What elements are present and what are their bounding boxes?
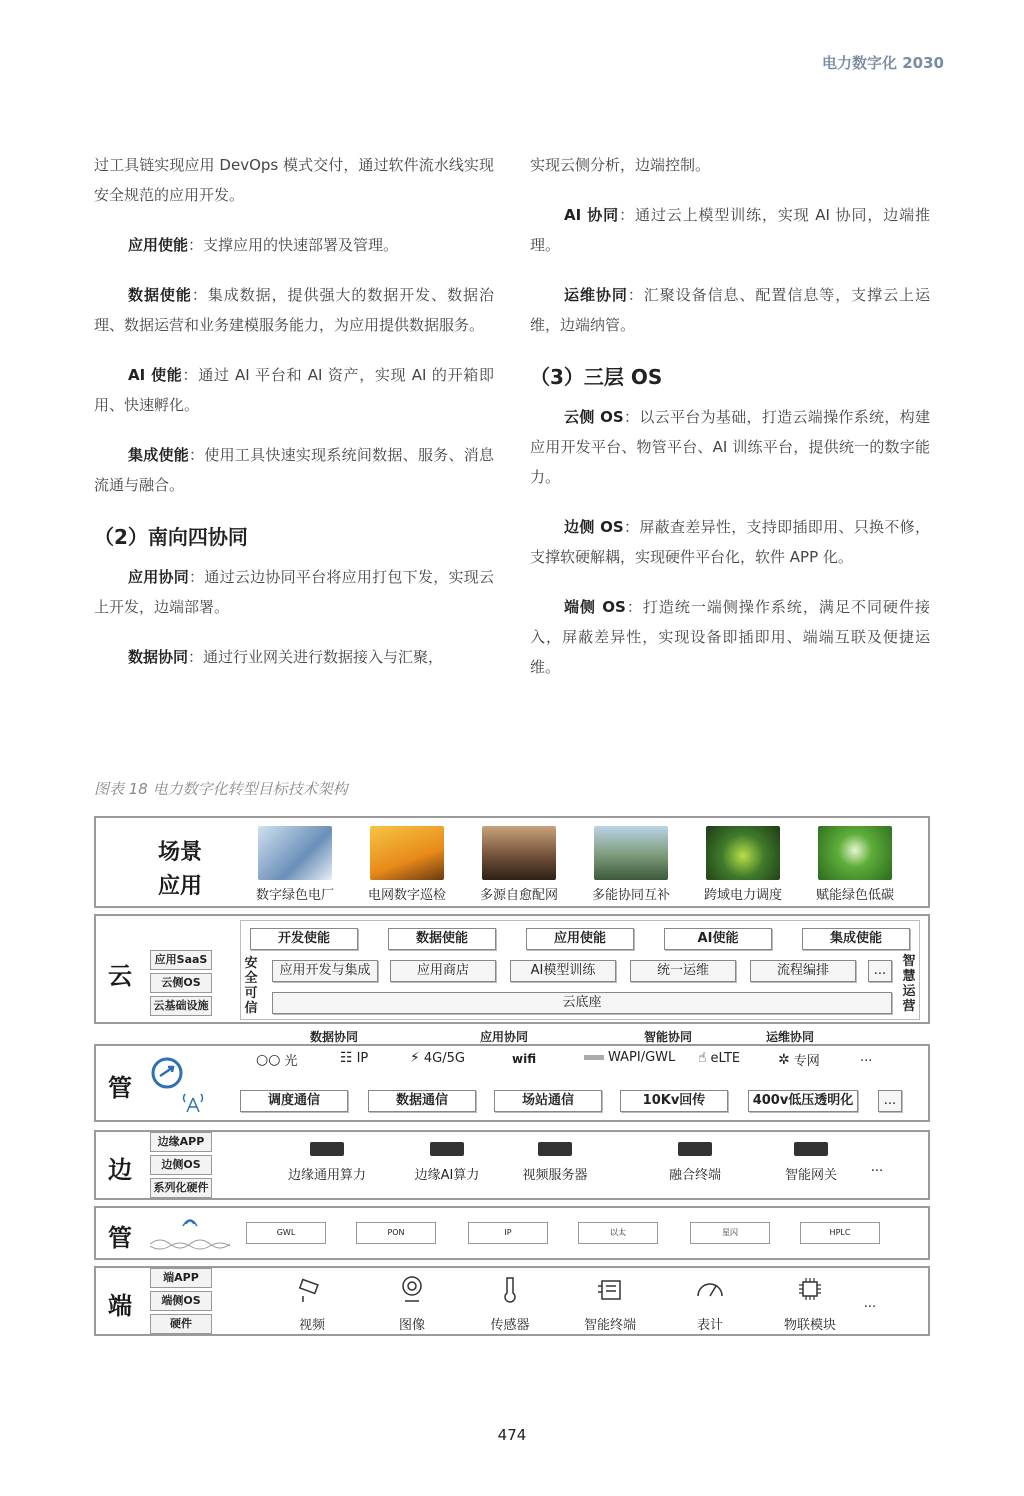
cloud-tag: 云基础设施	[150, 996, 212, 1016]
collab-label: 应用协同	[480, 1030, 529, 1044]
edge-device: 边缘通用算力	[272, 1142, 382, 1183]
figure-caption: 图表 18 电力数字化转型目标技术架构	[94, 780, 348, 798]
end-layer	[94, 1266, 930, 1336]
protocol-box: 以太	[578, 1222, 658, 1244]
pipe-layer	[94, 1044, 930, 1122]
end-device: 表计	[670, 1274, 750, 1333]
architecture-diagram	[94, 816, 930, 1336]
paragraph: 应用协同：通过云边协同平台将应用打包下发，实现云上开发，边端部署。	[94, 568, 494, 616]
scene-item: 赋能绿色低碳	[800, 826, 910, 903]
end-device: ...	[863, 1296, 877, 1311]
paragraph: 集成使能：使用工具快速实现系统间数据、服务、消息流通与融合。	[94, 446, 494, 494]
edge-tag: 边侧OS	[150, 1155, 212, 1175]
pipe-label: 管	[108, 1224, 132, 1252]
end-device: 传感器	[470, 1274, 550, 1333]
cloud-base-box: 云底座	[272, 992, 892, 1014]
paragraph: 边侧 OS：屏蔽查差异性，支持即插即用、只换不修，支撑软硬解耦，实现硬件平台化，软件 APP 化。	[530, 518, 930, 566]
city-image	[594, 826, 668, 880]
collab-label: 智能协同	[644, 1030, 693, 1044]
end-device: 图像	[372, 1274, 452, 1333]
service-box: 流程编排	[750, 960, 856, 982]
pipe-layer-2	[94, 1206, 930, 1260]
terminal-icon	[595, 1274, 625, 1304]
edge-device: 边缘AI算力	[392, 1142, 502, 1183]
cloud-layer	[94, 914, 930, 1024]
paragraph: 运维协同：汇聚设备信息、配置信息等，支撑云上运维，边端纳管。	[530, 286, 930, 334]
net-item: ...	[860, 1050, 873, 1065]
enabler-pill: AI使能	[664, 928, 772, 950]
paragraph: 云侧 OS：以云平台为基础，打造云端操作系统，构建应用开发平台、物管平台、AI 训练平台，提供统一的数字能力。	[530, 408, 930, 486]
net-item: ☝ eLTE	[698, 1050, 741, 1066]
cloud-tag: 云侧OS	[150, 973, 212, 993]
end-tag: 端APP	[150, 1268, 212, 1288]
hand-icon: ☝	[698, 1050, 707, 1066]
battery-image	[706, 826, 780, 880]
server-icon	[430, 1142, 464, 1156]
enabler-pill: 开发使能	[250, 928, 358, 950]
paragraph: 过工具链实现应用 DevOps 模式交付，通过软件流水线实现安全规范的应用开发。	[94, 156, 494, 204]
solar-panel-image	[258, 826, 332, 880]
thermometer-icon	[495, 1274, 525, 1304]
protocol-box: PON	[356, 1222, 436, 1244]
end-device: 智能终端	[570, 1274, 650, 1333]
comm-pill: 场站通信	[494, 1090, 602, 1112]
header-title: 电力数字化 2030	[822, 54, 944, 72]
server-icon	[794, 1142, 828, 1156]
network-icon: ✲	[778, 1051, 790, 1068]
paragraph: AI 使能：通过 AI 平台和 AI 资产，实现 AI 的开箱即用、快速孵化。	[94, 366, 494, 414]
paragraph: AI 协同：通过云上模型训练，实现 AI 协同，边端推理。	[530, 206, 930, 254]
term: 端侧 OS	[564, 598, 626, 616]
section-heading: （2）南向四协同	[94, 525, 248, 549]
webcam-icon	[397, 1274, 427, 1304]
scene-item: 跨域电力调度	[688, 826, 798, 903]
term: 数据使能	[128, 286, 192, 304]
end-label: 端	[108, 1292, 132, 1320]
section-heading: （3）三层 OS	[530, 365, 663, 389]
antenna-icon	[178, 1090, 208, 1114]
sync-icon	[150, 1056, 184, 1090]
server-icon	[678, 1142, 712, 1156]
comm-pill: ...	[878, 1090, 902, 1112]
enabler-pill: 数据使能	[388, 928, 496, 950]
term: 应用使能	[128, 236, 189, 254]
service-box: 应用商店	[390, 960, 496, 982]
cloud-tag: 应用SaaS	[150, 950, 212, 970]
right-column	[530, 150, 930, 702]
end-device: 物联模块	[770, 1274, 850, 1333]
scene-item: 多能协同互补	[576, 826, 686, 903]
net-item: ⚡ 4G/5G	[410, 1050, 465, 1066]
green-bulb-image	[818, 826, 892, 880]
scene-item: 数字绿色电厂	[240, 826, 350, 903]
ops-label: 智 慧 运 营	[902, 954, 916, 1014]
meter-icon	[695, 1274, 725, 1304]
edge-tag: 系列化硬件	[150, 1178, 212, 1198]
net-item: ○○ 光	[256, 1051, 298, 1069]
scene-layer	[94, 816, 930, 908]
term: 边侧 OS	[564, 518, 624, 536]
device-icon	[584, 1055, 604, 1060]
service-box: AI模型训练	[510, 960, 616, 982]
fiber-icon: ○○	[256, 1051, 281, 1068]
collab-label: 数据协同	[310, 1030, 359, 1044]
end-tag: 硬件	[150, 1314, 212, 1334]
service-box: 应用开发与集成	[272, 960, 378, 982]
net-item: ✲ 专网	[778, 1051, 820, 1069]
scene-label: 场景 应用	[158, 840, 203, 899]
paragraph: 端侧 OS：打造统一端侧操作系统，满足不同硬件接入，屏蔽差异性，实现设备即插即用、端端互联及便捷运维。	[530, 598, 930, 676]
enabler-pill: 集成使能	[802, 928, 910, 950]
edge-tag: 边缘APP	[150, 1132, 212, 1152]
router-icon: ☷	[340, 1050, 353, 1066]
term: 应用协同	[128, 568, 190, 586]
cloud-label: 云	[108, 962, 132, 990]
term: AI 使能	[128, 366, 183, 384]
edge-device: ...	[870, 1160, 884, 1175]
net-item: ☷ IP	[340, 1050, 369, 1066]
camera-icon	[297, 1274, 327, 1304]
power-tower-image	[370, 826, 444, 880]
term: 数据协同	[128, 648, 189, 666]
paragraph: 数据协同：通过行业网关进行数据接入与汇聚，	[128, 648, 444, 666]
chip-icon	[795, 1274, 825, 1304]
term: 运维协同	[564, 286, 628, 304]
page-number: 474	[497, 1426, 527, 1444]
paragraph: 数据使能：集成数据，提供强大的数据开发、数据治理、数据运营和业务建模服务能力，为应用提供数据服务。	[94, 286, 494, 334]
scene-item: 多源自愈配网	[464, 826, 574, 903]
edge-label: 边	[108, 1156, 132, 1184]
paragraph: 实现云侧分析，边端控制。	[530, 156, 711, 174]
edge-device: 融合终端	[640, 1142, 750, 1183]
server-icon	[310, 1142, 344, 1156]
comm-pill: 400v低压透明化	[748, 1090, 858, 1112]
enabler-pill: 应用使能	[526, 928, 634, 950]
protocol-box: 星闪	[690, 1222, 770, 1244]
left-column	[94, 150, 494, 692]
net-item: WAPI/GWL	[584, 1050, 675, 1065]
pipe-label: 管	[108, 1074, 132, 1102]
server-icon	[538, 1142, 572, 1156]
net-item: wifi	[512, 1052, 537, 1066]
edge-device: 视频服务器	[500, 1142, 610, 1183]
edge-device: 智能网关	[756, 1142, 866, 1183]
power-grid-image	[482, 826, 556, 880]
scene-item: 电网数字巡检	[352, 826, 462, 903]
edge-layer	[94, 1130, 930, 1200]
end-tag: 端侧OS	[150, 1291, 212, 1311]
paragraph: 应用使能：支撑应用的快速部署及管理。	[128, 236, 399, 254]
comm-pill: 调度通信	[240, 1090, 348, 1112]
service-box: ...	[868, 960, 892, 982]
security-label: 安 全 可 信	[244, 956, 258, 1016]
end-device: 视频	[272, 1274, 352, 1333]
protocol-box: IP	[468, 1222, 548, 1244]
collab-label: 运维协同	[766, 1030, 815, 1044]
comm-pill: 数据通信	[368, 1090, 476, 1112]
term: 云侧 OS	[564, 408, 624, 426]
tower-icon: ⚡	[410, 1050, 420, 1066]
protocol-box: GWL	[246, 1222, 326, 1244]
term: 集成使能	[128, 446, 190, 464]
term: AI 协同	[564, 206, 620, 224]
signal-wave-icon	[150, 1214, 230, 1254]
protocol-box: HPLC	[800, 1222, 880, 1244]
service-box: 统一运维	[630, 960, 736, 982]
comm-pill: 10Kv回传	[620, 1090, 728, 1112]
